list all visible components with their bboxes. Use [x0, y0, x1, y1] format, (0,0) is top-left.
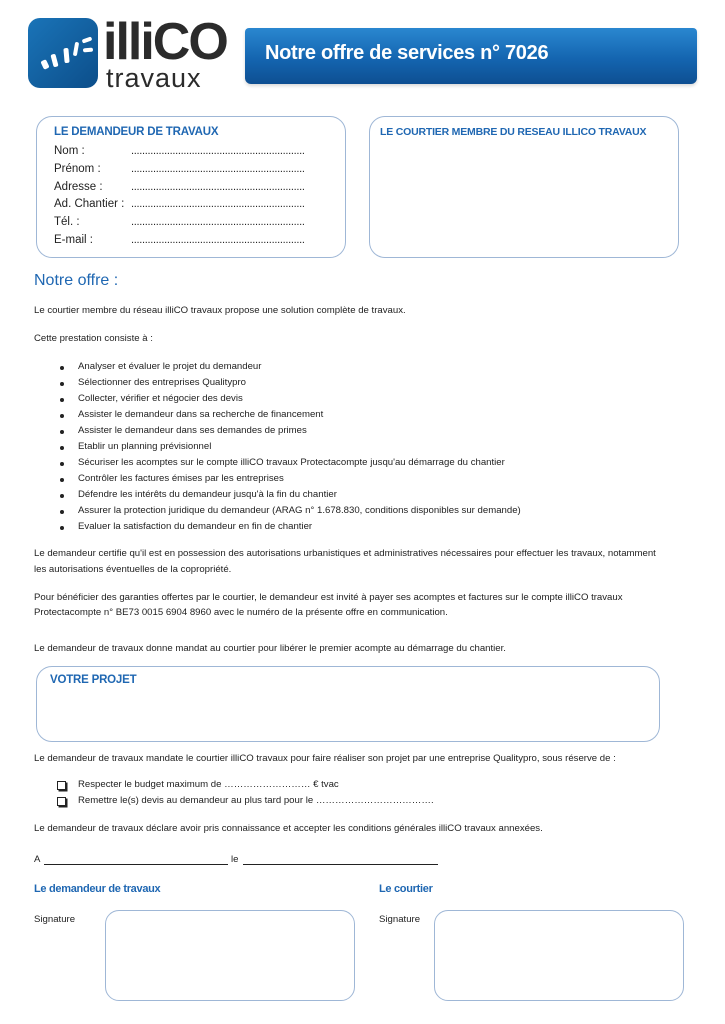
demandeur-box-title: LE DEMANDEUR DE TRAVAUX: [54, 126, 219, 138]
date-label: le: [231, 854, 239, 865]
field-label-email: E-mail :: [54, 234, 93, 246]
checkbox-budget[interactable]: [57, 781, 66, 790]
illico-logo-mark: [28, 18, 98, 88]
header-banner: [245, 28, 697, 84]
offre-consiste: Cette prestation consiste à :: [34, 333, 153, 344]
list-item: Collecter, vérifier et négocier des devis: [78, 393, 243, 404]
projet-box[interactable]: [36, 666, 660, 742]
logo-brand-text: illiCO: [103, 13, 227, 71]
bullet-dot: [60, 366, 64, 370]
check-item-budget: Respecter le budget maximum de ……………………… € tvac: [78, 779, 339, 790]
certifie-line-2: les autorisations éventuelles de la copropriété.: [34, 564, 232, 575]
check-item-devis: Remettre le(s) devis au demandeur au plus tard pour le ……………………………….: [78, 795, 434, 806]
bullet-dot: [60, 478, 64, 482]
list-item: Sécuriser les acomptes sur le compte illiCO travaux Protectacompte jusqu'au démarrage du chantier: [78, 457, 505, 468]
demandeur-signature-title: Le demandeur de travaux: [34, 883, 161, 895]
offer-title: Notre offre de services n° 7026: [265, 42, 549, 64]
list-item: Contrôler les factures émises par les entreprises: [78, 473, 284, 484]
bullet-dot: [60, 414, 64, 418]
bullet-dot: [60, 510, 64, 514]
list-item: Assurer la protection juridique du demandeur (ARAG n° 1.678.830, conditions disponibles sur demande): [78, 505, 521, 516]
garanties-line-2: Protectacompte n° BE73 0015 6904 8960 avec le numéro de la présente offre en communication.: [34, 607, 448, 618]
courtier-signature-label: Signature: [379, 914, 421, 925]
courtier-signature-title: Le courtier: [379, 883, 433, 895]
field-email[interactable]: ...............................................................: [131, 234, 305, 246]
list-item: Etablir un planning prévisionnel: [78, 441, 212, 452]
offre-intro: Le courtier membre du réseau illiCO travaux propose une solution complète de travaux.: [34, 305, 406, 316]
bullet-dot: [60, 494, 64, 498]
bullet-dot: [60, 446, 64, 450]
field-label-adresse: Adresse :: [54, 181, 103, 193]
list-item: Assister le demandeur dans ses demandes de primes: [78, 425, 307, 436]
demandeur-box: [36, 116, 346, 258]
field-label-chantier: Ad. Chantier :: [54, 198, 125, 210]
list-item: Evaluer la satisfaction du demandeur en fin de chantier: [78, 521, 313, 532]
courtier-box: [369, 116, 679, 258]
certifie-line-1: Le demandeur certifie qu'il est en possession des autorisations urbanistiques et administratives nécessaires pour effectuer les travaux, notamment: [34, 548, 656, 559]
bullet-dot: [60, 398, 64, 402]
list-item: Défendre les intérêts du demandeur jusqu'à la fin du chantier: [78, 489, 337, 500]
field-label-tel: Tél. :: [54, 216, 80, 228]
bullet-dot: [60, 382, 64, 386]
mandate-line: Le demandeur de travaux mandate le courtier illiCO travaux pour faire réaliser son projet par une entreprise Qualitypro, sous réserve de :: [34, 753, 616, 764]
bullet-dot: [60, 430, 64, 434]
field-prenom[interactable]: ...............................................................: [131, 163, 305, 175]
list-item: Assister le demandeur dans sa recherche de financement: [78, 409, 324, 420]
demandeur-signature-box[interactable]: [105, 910, 355, 1001]
mandat-line: Le demandeur de travaux donne mandat au courtier pour libérer le premier acompte au démarrage du chantier.: [34, 643, 506, 654]
garanties-line-1: Pour bénéficier des garanties offertes par le courtier, le demandeur est invité à payer ses acomptes et factures sur le compte illiCO travaux: [34, 592, 623, 603]
list-item: Sélectionner des entreprises Qualitypro: [78, 377, 246, 388]
bullet-dot: [60, 526, 64, 530]
field-label-nom: Nom :: [54, 145, 85, 157]
logo-sub-text: travaux: [106, 63, 202, 93]
courtier-box-title: LE COURTIER MEMBRE DU RESEAU ILLICO TRAVAUX: [380, 126, 647, 138]
projet-box-title: VOTRE PROJET: [50, 674, 137, 686]
field-nom[interactable]: ...............................................................: [131, 145, 305, 157]
place-label: A: [34, 854, 41, 865]
field-chantier[interactable]: ...............................................................: [131, 198, 305, 210]
demandeur-signature-label: Signature: [34, 914, 76, 925]
bullet-dot: [60, 462, 64, 466]
declare-line: Le demandeur de travaux déclare avoir pris connaissance et accepter les conditions générales illiCO travaux annexées.: [34, 823, 543, 834]
courtier-signature-box[interactable]: [434, 910, 684, 1001]
list-item: Analyser et évaluer le projet du demandeur: [78, 361, 262, 372]
field-label-prenom: Prénom :: [54, 163, 101, 175]
offre-heading: Notre offre :: [34, 272, 119, 289]
place-field[interactable]: [44, 852, 228, 865]
field-adresse[interactable]: ...............................................................: [131, 181, 305, 193]
checkbox-devis[interactable]: [57, 797, 66, 806]
date-field[interactable]: [243, 852, 438, 865]
field-tel[interactable]: ...............................................................: [131, 216, 305, 228]
